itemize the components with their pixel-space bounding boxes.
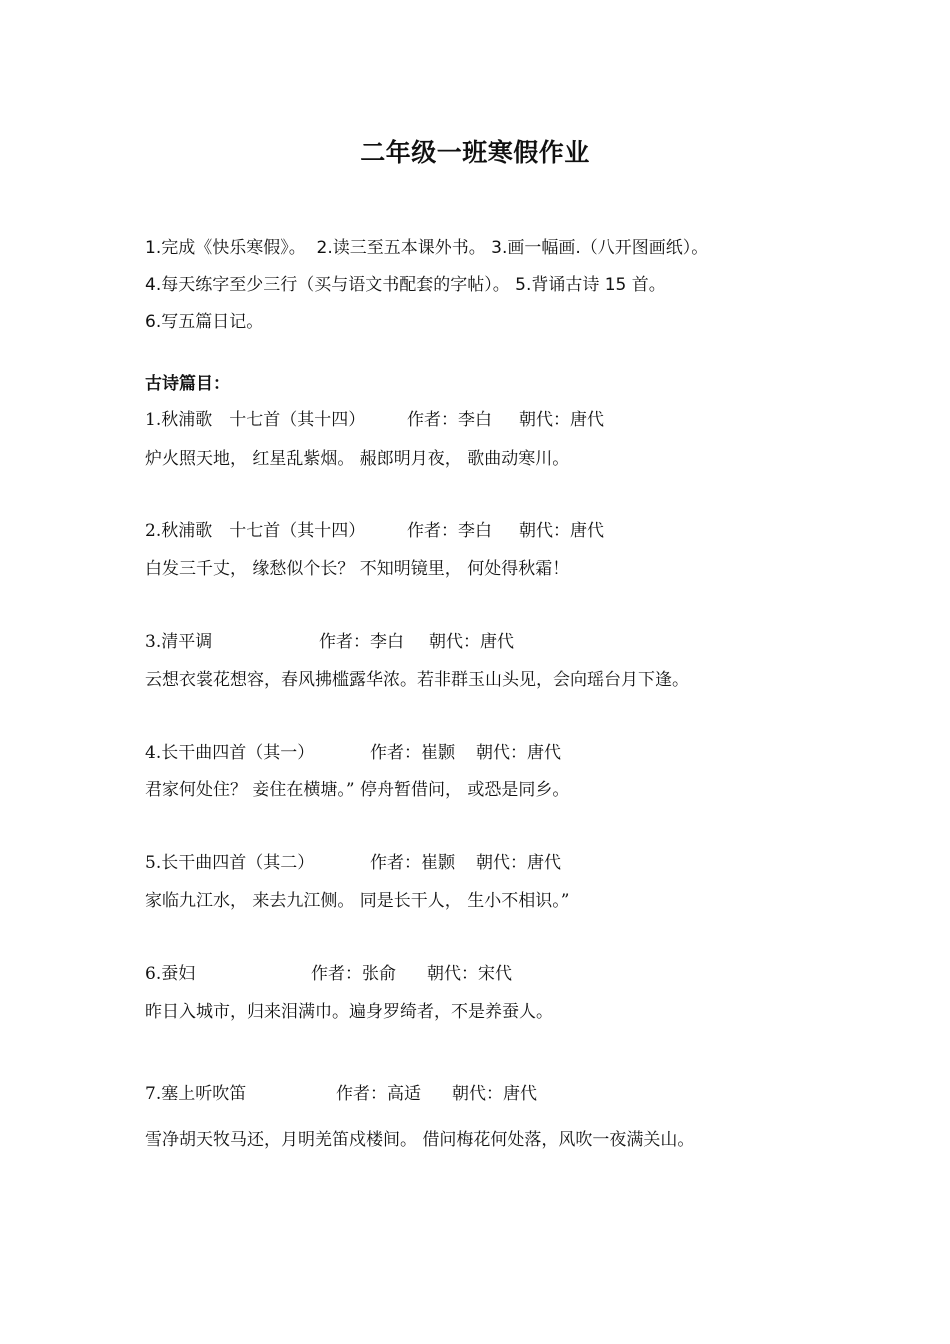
poem-header	[145, 962, 512, 986]
poem-header	[145, 519, 604, 543]
poem-dynasty: 朝代：唐代	[476, 743, 561, 763]
poem-header	[145, 630, 514, 654]
poem-dynasty: 朝代：唐代	[519, 521, 604, 541]
page-title: 二年级一班寒假作业	[360, 138, 590, 167]
poem-text: 白发三千丈， 缘愁似个长？ 不知明镜里， 何处得秋霜！	[145, 559, 570, 579]
poem-title: 4.长干曲四首（其一）	[145, 743, 315, 763]
poem-dynasty: 朝代：唐代	[476, 853, 561, 873]
poem-title: 6.蚕妇	[145, 964, 196, 984]
poem-header	[145, 1082, 537, 1106]
poem-text: 家临九江水， 来去九江侧。 同是长干人， 生小不相识。”	[145, 891, 570, 911]
poem-author: 作者：崔颢	[370, 743, 455, 763]
poem-author: 作者：李白	[407, 410, 492, 430]
task-line-3: 6.写五篇日记。	[145, 312, 264, 332]
poems-heading: 古诗篇目：	[145, 374, 230, 394]
poem-author: 作者：李白	[319, 632, 404, 652]
poem-text: 君家何处住？ 妾住在横塘。” 停舟暂借问， 或恐是同乡。	[145, 780, 570, 800]
poem-dynasty: 朝代：唐代	[452, 1084, 537, 1104]
poem-title: 2.秋浦歌 十七首（其十四）	[145, 521, 366, 541]
task-line-1: 1.完成《快乐寒假》。 2.读三至五本课外书。 3.画一幅画.（八开图画纸）。	[145, 238, 709, 258]
poem-author: 作者：张俞	[311, 964, 396, 984]
poem-text: 炉火照天地， 红星乱紫烟。 赧郎明月夜， 歌曲动寒川。	[145, 449, 570, 469]
poem-author: 作者：高适	[336, 1084, 421, 1104]
poem-title: 1.秋浦歌 十七首（其十四）	[145, 410, 366, 430]
task-line-2: 4.每天练字至少三行（买与语文书配套的字帖）。 5.背诵古诗 15 首。	[145, 275, 666, 295]
poem-header	[145, 741, 561, 765]
poem-title: 3.清平调	[145, 632, 213, 652]
poem-header	[145, 851, 561, 875]
poem-title: 7.塞上听吹笛	[145, 1084, 247, 1104]
poem-dynasty: 朝代：宋代	[427, 964, 512, 984]
poem-author: 作者：李白	[407, 521, 492, 541]
poem-text: 雪净胡天牧马还，月明羌笛戍楼间。 借问梅花何处落，风吹一夜满关山。	[145, 1130, 695, 1150]
poem-title: 5.长干曲四首（其二）	[145, 853, 315, 873]
poem-header	[145, 408, 604, 432]
poem-text: 昨日入城市，归来泪满巾。遍身罗绮者，不是养蚕人。	[145, 1002, 553, 1022]
poem-author: 作者：崔颢	[370, 853, 455, 873]
poem-dynasty: 朝代：唐代	[519, 410, 604, 430]
poem-text: 云想衣裳花想容，春风拂槛露华浓。若非群玉山头见，会向瑶台月下逢。	[145, 670, 689, 690]
poem-dynasty: 朝代：唐代	[429, 632, 514, 652]
